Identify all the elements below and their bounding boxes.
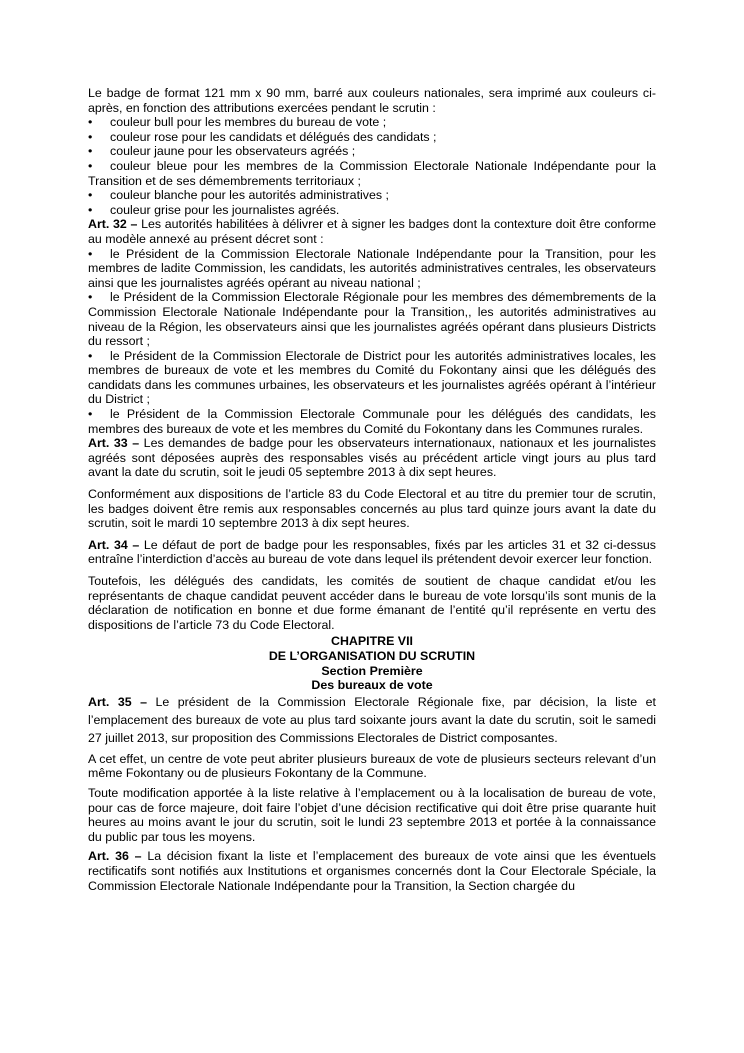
list-item: • couleur rose pour les candidats et délégués des candidats ; [88,129,437,144]
bullet-icon: • [88,348,93,363]
list-item: • le Président de la Commission Electorale de District pour les autorités administratives locales, les membres de bureaux de vote et les membres du Comité du Fokontany ainsi que les délégués des candidats dans les communes urbaines, les observateurs et les journalistes agréés opérant à l’intérieur du District ; [88,348,656,407]
list-item: • le Président de la Commission Electorale Nationale Indépendante pour la Transition, pour les membres de ladite Commission, les candidats, les autorités administratives centrales, les observateurs ainsi que les journalistes agréés opérant au niveau national ; [88,246,656,290]
article-label: Art. 35 – [88,694,147,709]
article-35: Art. 35 – Le président de la Commission Electorale Régionale fixe, par décision, la liste et l’emplacement des bureaux de vote au plus tard soixante jours avant la date du scrutin, soit le samedi 27 juillet 2013, sur proposition des Commissions Electorales de District composantes. [88,694,656,745]
article-33-paragraph-2: Conformément aux dispositions de l’article 83 du Code Electoral et au titre du premier tour de scrutin, les badges doivent être remis aux responsables concernés au plus tard quinze jours avant la date du scrutin, soit le mardi 10 septembre 2013 à dix sept heures. [88,487,656,531]
article-label: Art. 36 – [88,849,142,864]
list-item: • le Président de la Commission Electorale Communale pour les délégués des candidats, les membres des bureaux de vote et les membres du Comité du Fokontany dans les Communes rurales. [88,407,656,436]
chapter-title: DE L’ORGANISATION DU SCRUTIN [268,648,476,663]
bullet-icon: • [88,290,93,305]
article-34: Art. 34 – Le défaut de port de badge pour les responsables, fixés par les articles 31 et 32 ci-dessus entraîne l’interdiction d’accès au bureau de vote dans lequel ils prétendent devoir exercer leur fonction. [88,537,656,567]
list-item: • couleur jaune pour les observateurs agréés ; [88,144,356,159]
section-number: Section Première [321,663,423,678]
intro-paragraph: Le badge de format 121 mm x 90 mm, barré aux couleurs nationales, sera imprimé aux couleurs ci-après, en fonction des attributions exercées pendant le scrutin : [88,86,656,115]
article-35-paragraph-3: Toute modification apportée à la liste relative à l’emplacement ou à la localisation de bureau de vote, pour cas de force majeure, doit faire l’objet d’une décision rectificative qui doit être prise quarante huit heures au moins avant le jour du scrutin, soit le lundi 23 septembre 2013 et portée à la connaissance du public par tous les moyens. [88,785,656,844]
bullet-icon: • [88,246,93,261]
chapter-heading [88,634,656,692]
bullet-icon: • [88,407,93,422]
article-34-paragraph-2: Toutefois, les délégués des candidats, les comités de soutient de chaque candidat et/ou les représentants de chaque candidat peuvent accéder dans le bureau de vote lorsqu’ils sont munis de la déclaration de notification en bonne et due forme émanant de l’entité qu’il représente en vertu des dispositions de l’article 73 du Code Electoral. [88,574,656,632]
article-label: Art. 33 – [88,436,140,451]
bullet-icon: • [88,115,93,130]
article-32: Art. 32 – Les autorités habilitées à délivrer et à signer les badges dont la contexture doit être conforme au modèle annexé au présent décret sont : [88,217,656,246]
bullet-icon: • [88,129,93,144]
article-label: Art. 34 – [88,537,140,552]
bullet-icon: • [88,158,93,173]
section-title: Des bureaux de vote [311,678,433,693]
badge-colors-list [88,115,656,217]
article-36: Art. 36 – La décision fixant la liste et l’emplacement des bureaux de vote ainsi que les éventuels rectificatifs sont notifiés aux Institutions et organismes concernés dont la Cour Electorale Spéciale, la Commission Electorale Nationale Indépendante pour la Transition, la Section chargée du [88,849,656,893]
list-item: • couleur blanche pour les autorités administratives ; [88,188,389,203]
list-item: • couleur bleue pour les membres de la Commission Electorale Nationale Indépendante pour la Transition et de ses démembrements territoriaux ; [88,158,656,188]
list-item: • le Président de la Commission Electorale Régionale pour les membres des démembrements de la Commission Electorale Nationale Indépendante pour la Transition,, les autorités administratives au niveau de la Région, les observateurs ainsi que les journalistes agréés opérant dans plusieurs Districts du ressort ; [88,290,656,349]
bullet-icon: • [88,144,93,159]
article-35-paragraph-2: A cet effet, un centre de vote peut abriter plusieurs bureaux de vote de plusieurs secteurs relevant d’un même Fokontany ou de plusieurs Fokontany de la Commune. [88,751,656,781]
article-33: Art. 33 – Les demandes de badge pour les observateurs internationaux, nationaux et les journalistes agréés sont déposées auprès des responsables visés au précédent article vingt jours au plus tard avant la date du scrutin, soit le jeudi 05 septembre 2013 à dix sept heures. [88,436,656,480]
list-item: • couleur grise pour les journalistes agréés. [88,202,340,217]
article-label: Art. 32 – [88,217,138,232]
bullet-icon: • [88,202,93,217]
authorities-list [88,247,656,437]
chapter-number: CHAPITRE VII [331,634,413,649]
bullet-icon: • [88,188,93,203]
list-item: • couleur bull pour les membres du bureau de vote ; [88,115,387,130]
